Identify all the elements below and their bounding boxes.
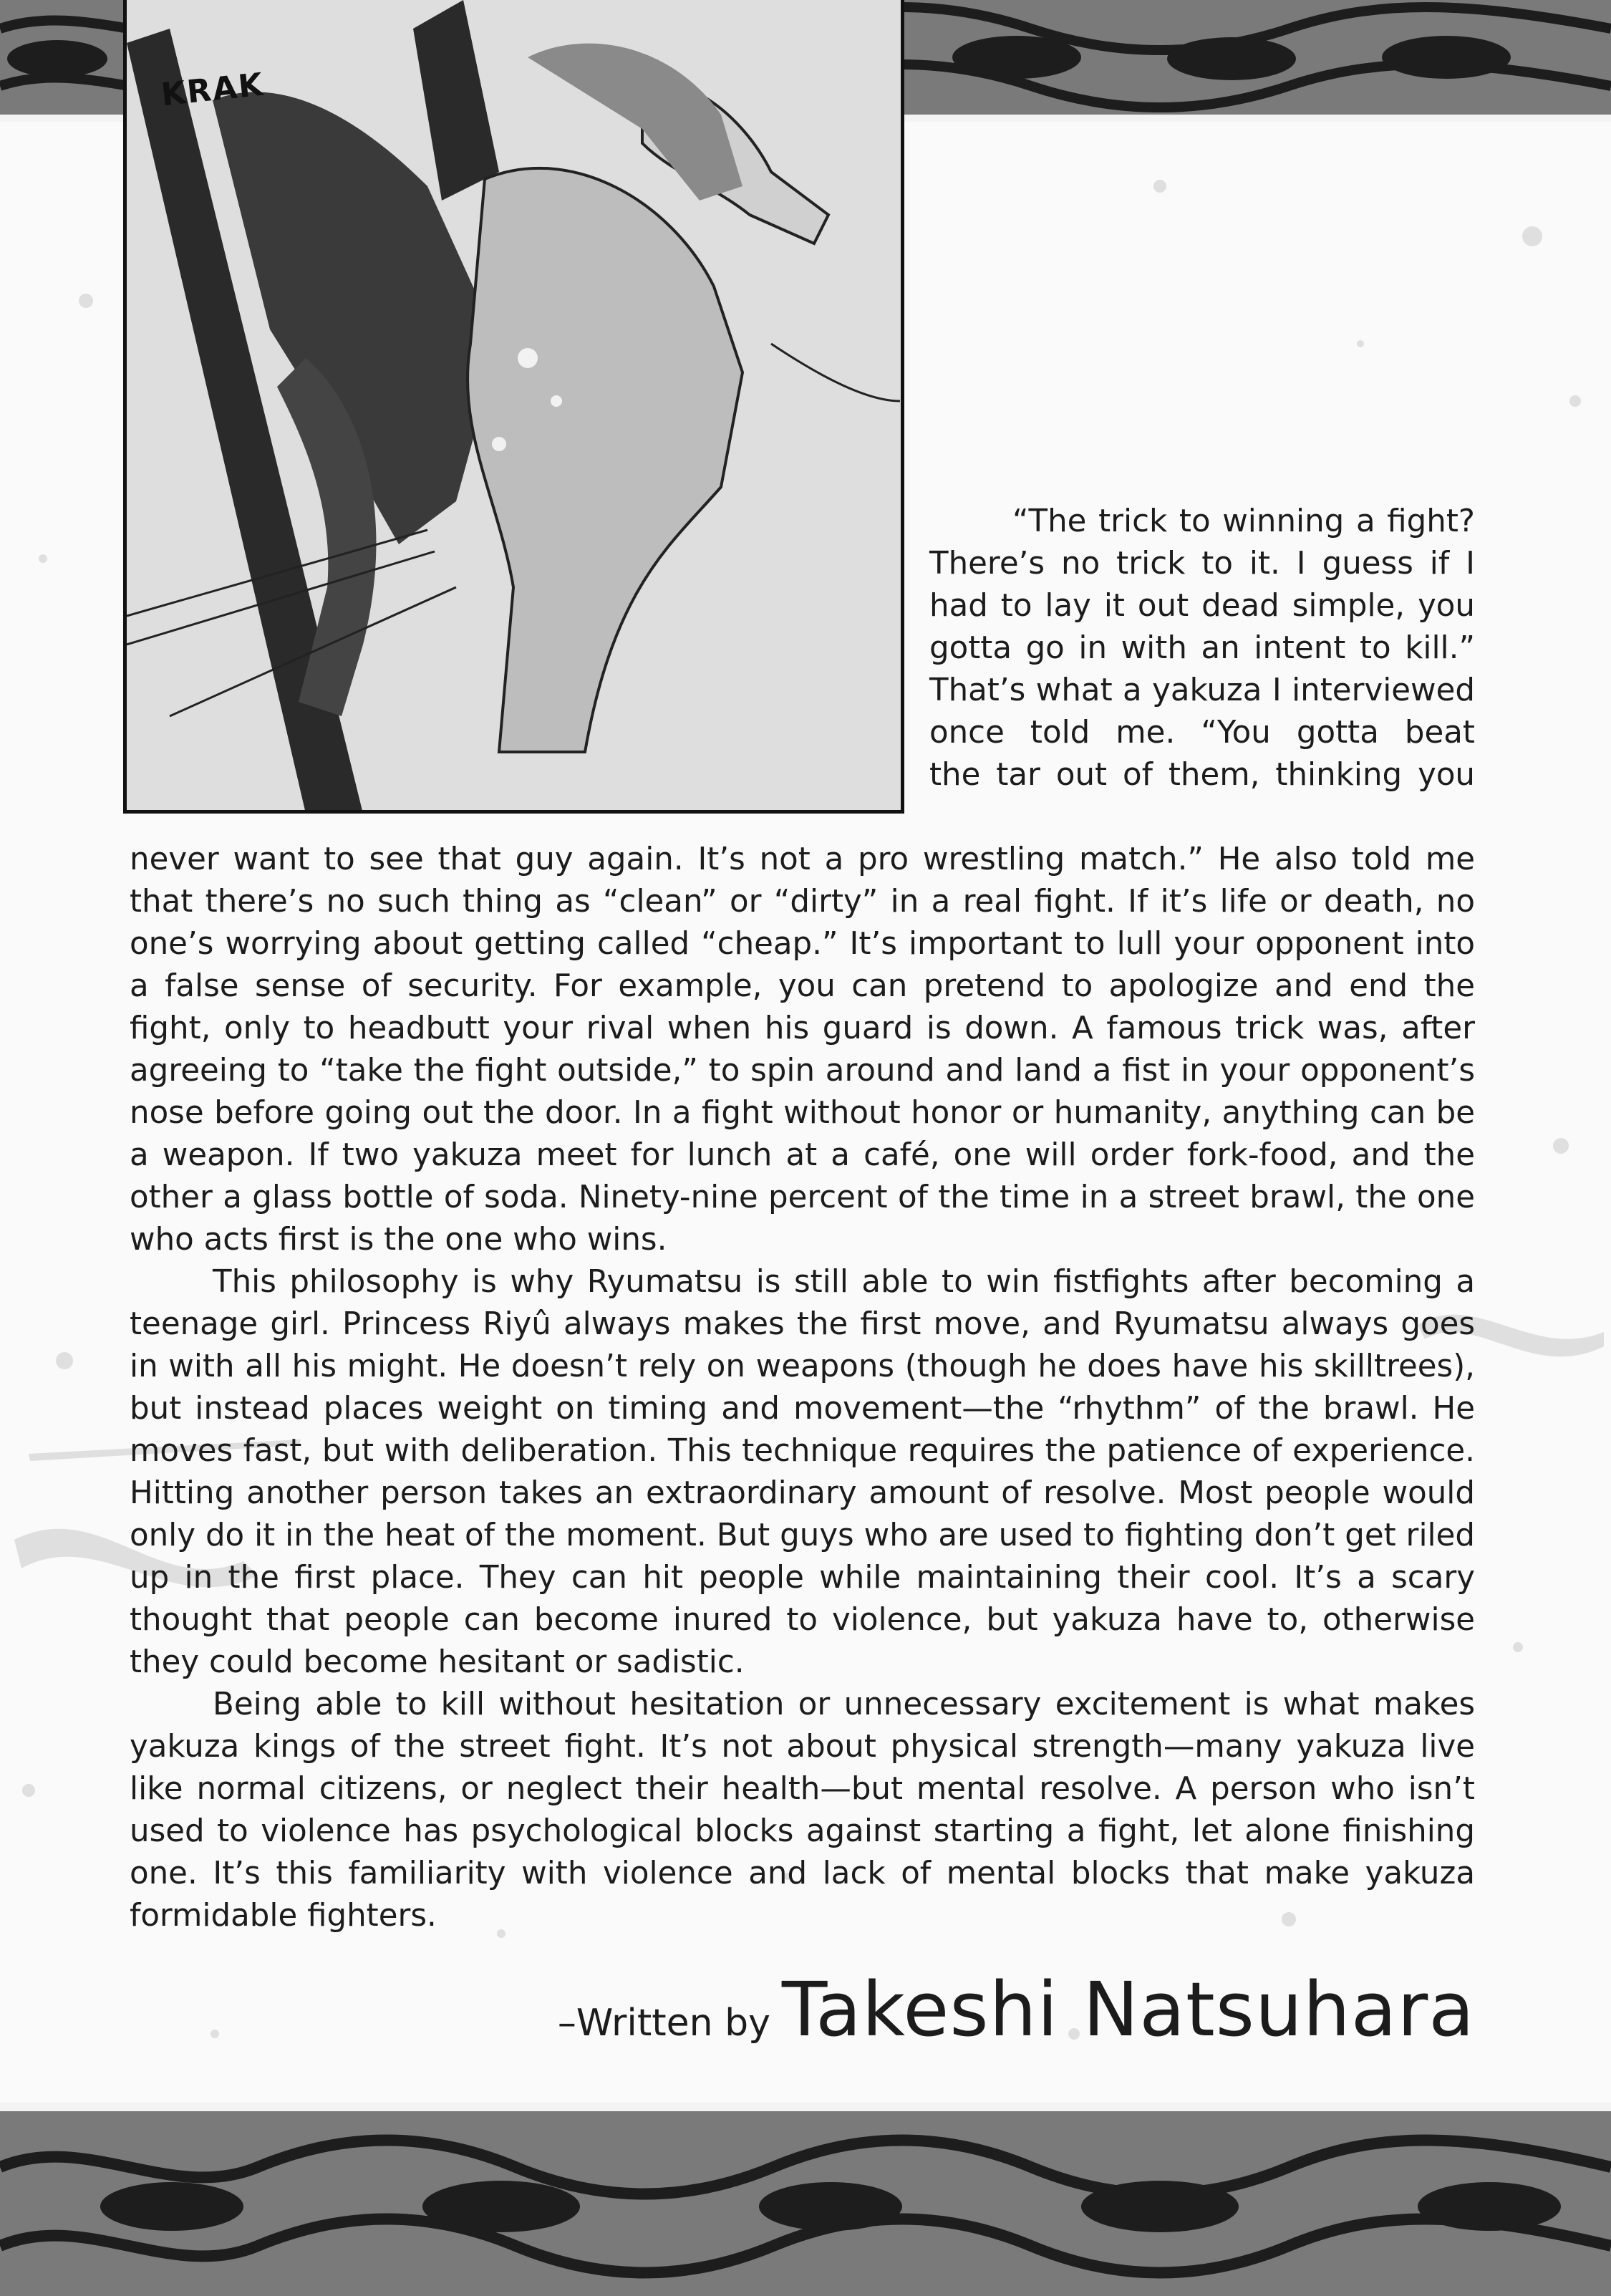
article-body [130,839,1475,1937]
article-line: That’s what a yakuza I interviewed [929,672,1475,708]
author-name: Takeshi Natsuhara [781,1966,1475,2053]
paragraph-1-continuation: never want to see that guy again. It’s not a pro wrestling match.” He also told me that there’s no such thing as “clean” or “dirty” in a real fight. If it’s life or death, no one’s worrying about getting called “cheap.” It’s important to lull your opponent into a false sense of security. For example, you can pretend to apologize and end the fight, only to headbutt your rival when his guard is down. A famous trick was, after agreeing to “take the fight outside,” to spin around and land a fist in your opponent’s nose before going out the door. In a fight without honor or humanity, anything can be a weapon. If two yakuza meet for lunch at a café, one will order fork-food, and the other a glass bottle of soda. Ninety-nine percent of the time in a street brawl, the one who acts first is the one who wins. [130,841,1475,1258]
paragraph-2: This philosophy is why Ryumatsu is still able to win fistfights after becoming a teenage girl. Princess Riyû always makes the first move, and Ryumatsu always goes in with all his might. He doesn’t rely on weapons (though he does have his skilltrees), but instead places weight on timing and movement—the “rhythm” of the brawl. He moves fast, but with deliberation. This technique requires the patience of experience. Hitting another person takes an extraordinary amount of resolve. Most people would only do it in the heat of the moment. But guys who are used to fighting don’t get riled up in the first place. They can hit people while maintaining their cool. It’s a scary thought that people can become inured to violence, but yakuza have to, otherwise they could become hesitant or sadistic. [130,1264,1475,1680]
sound-effect-text: KRAK [159,66,266,114]
article-line: gotta go in with an intent to kill.” [929,630,1475,666]
article-line: had to lay it out dead simple, you [929,588,1475,624]
article-line: There’s no trick to it. I guess if I [929,546,1475,582]
article-intro-column [929,501,1475,796]
paragraph-3: Being able to kill without hesitation or unnecessary excitement is what makes yakuza kings of the street fight. It’s not about physical strength—many yakuza live like normal citizens, or neglect their health—but mental resolve. A person who isn’t used to violence has psychological blocks against starting a fight, let alone finishing one. It’s this familiarity with violence and lack of mental blocks that make yakuza formidable fighters. [130,1687,1475,1934]
manga-panel [123,0,904,814]
article-line: “The trick to winning a fight? [1012,503,1475,539]
byline-prefix: –Written by [557,2002,770,2045]
manga-illustration [127,0,904,814]
article-line: once told me. “You gotta beat [929,715,1475,751]
bottom-decorative-border [0,2103,1611,2296]
byline [0,1966,1475,2053]
article-line: the tar out of them, thinking you [929,757,1475,793]
